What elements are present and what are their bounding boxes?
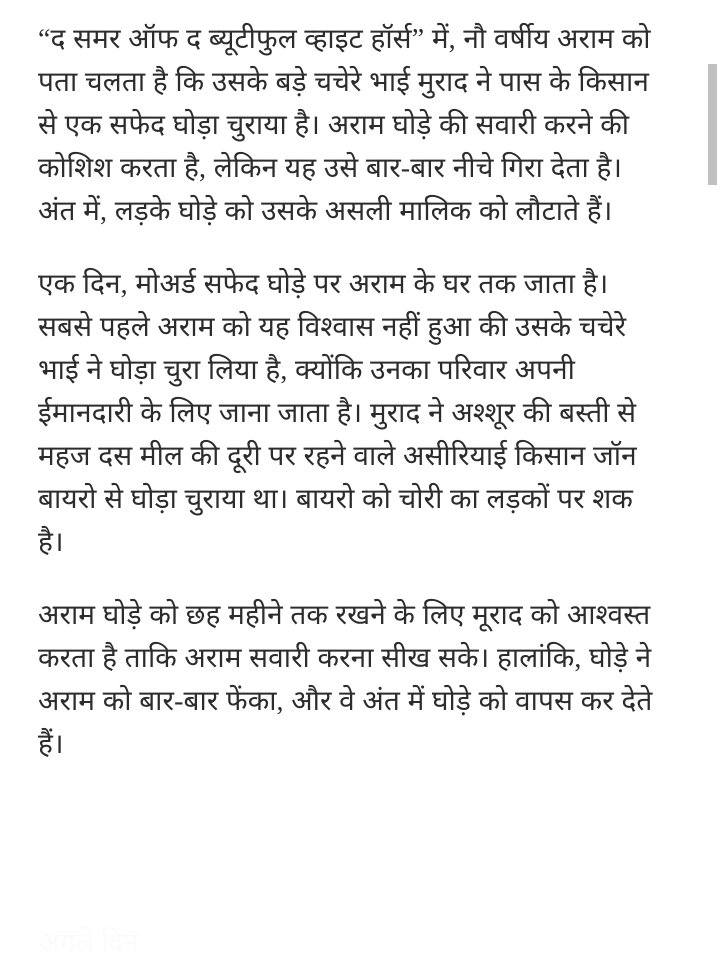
clipped-next-paragraph: अगले दिन — [38, 928, 139, 959]
paragraph: “द समर ऑफ द ब्यूटीफुल व्हाइट हॉर्स” में, नौ वर्षीय अराम को पता चलता है कि उसके बड़े चचेरे भाई मुराद ने पास के किसान से एक सफेद घोड़ा चुराया है। अराम घोड़े की सवारी करने की कोशिश करता है, लेकिन यह उसे बार-बार नीचे गिरा देता है। अंत में, लड़के घोड़े को उसके असली मालिक को लौटाते हैं। — [38, 24, 651, 227]
scrollbar-thumb[interactable] — [708, 64, 717, 185]
vertical-scrollbar[interactable] — [708, 0, 720, 930]
paragraph: एक दिन, मोअर्ड सफेद घोड़े पर अराम के घर तक जाता है। सबसे पहले अराम को यह विश्वास नहीं हुआ की उसके चचेरे भाई ने घोड़ा चुरा लिया है, क्योंकि उनका परिवार अपनी ईमानदारी के लिए जाना जाता है। मुराद ने अश्शूर की बस्ती से महज दस मील की दूरी पर रहने वाले असीरियाई किसान जॉन बायरो से घोड़ा चुराया था। बायरो को चोरी का लड़कों पर शक है। — [38, 269, 637, 558]
paragraph: अराम घोड़े को छह महीने तक रखने के लिए मूराद को आश्वस्त करता है ताकि अराम सवारी करना सीख सके। हालांकि, घोड़े ने अराम को बार-बार फेंका, और वे अंत में घोड़े को वापस कर देते हैं। — [38, 600, 653, 760]
